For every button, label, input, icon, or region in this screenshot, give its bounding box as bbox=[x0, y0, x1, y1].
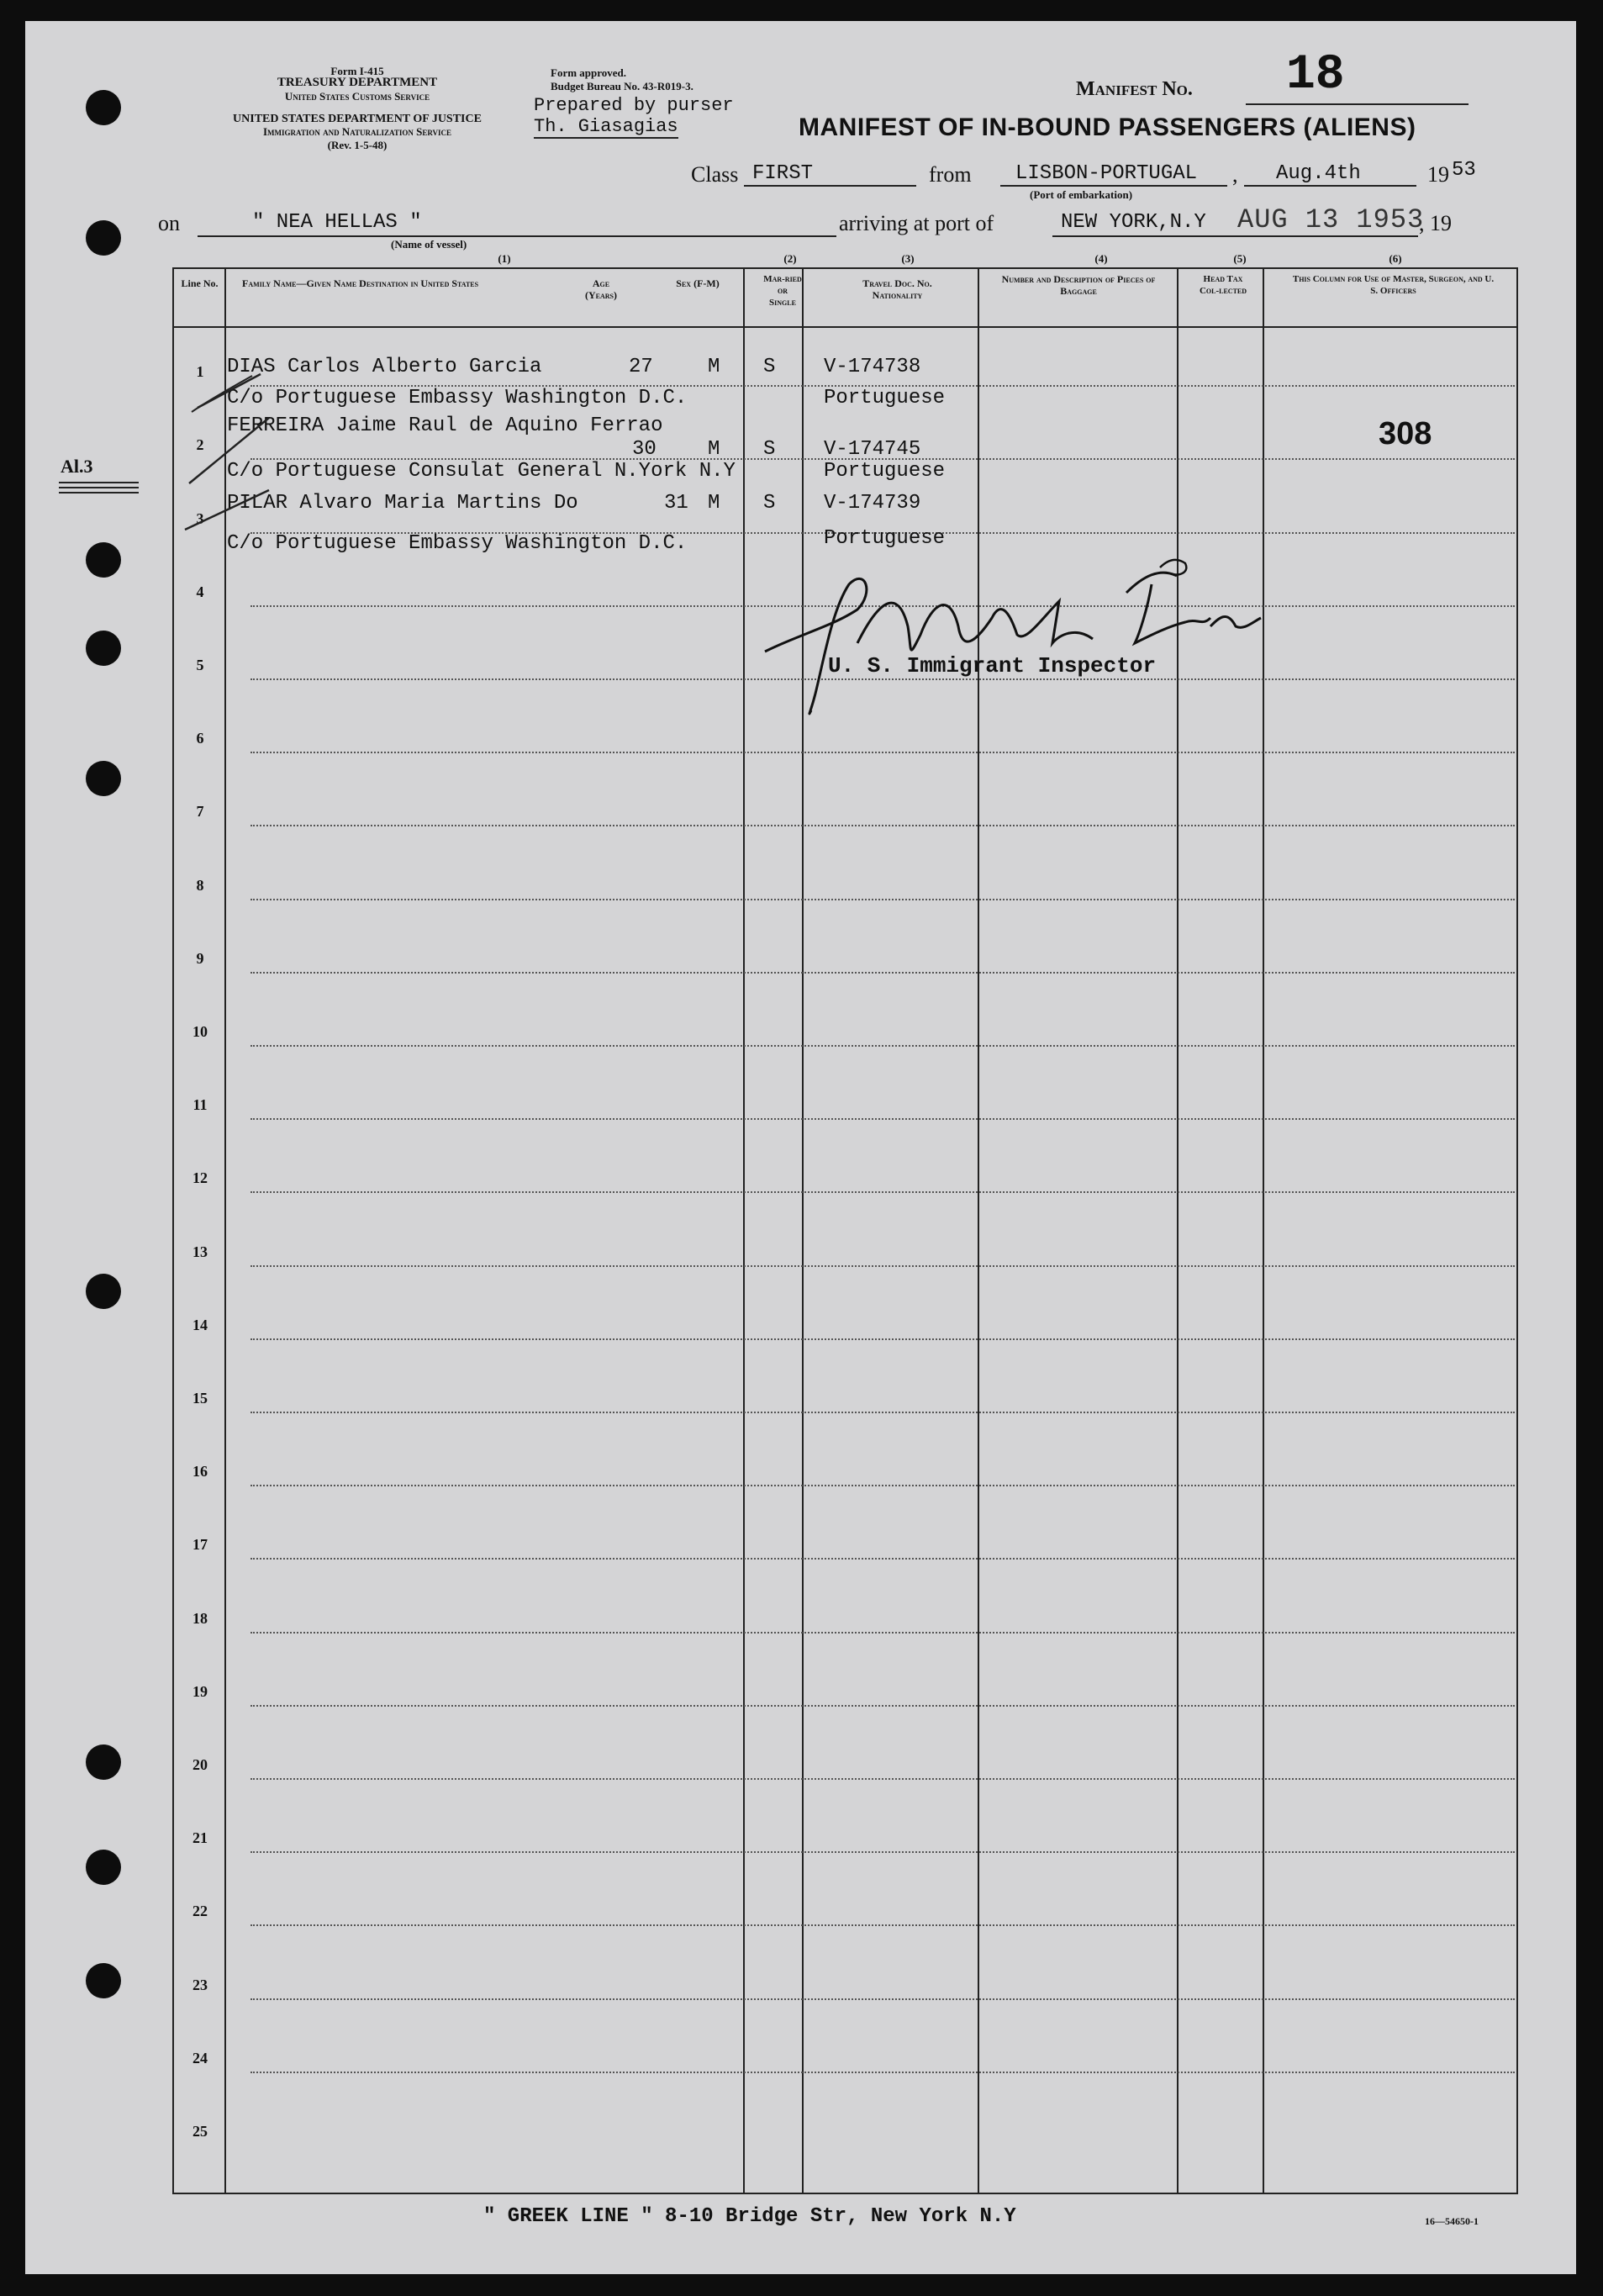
print-code: 16—54650-1 bbox=[1425, 2215, 1479, 2227]
passenger-2-destination: C/o Portuguese Consulat General N.York N.Y bbox=[227, 460, 736, 483]
passenger-3-name: PILAR Alvaro Maria Martins Do bbox=[227, 492, 578, 515]
line-number: 8 bbox=[196, 876, 204, 894]
row-rule bbox=[250, 1998, 1515, 2000]
purser-name: Th. Giasagias bbox=[534, 116, 678, 137]
line-number: 3 bbox=[196, 509, 204, 527]
binder-hole bbox=[86, 1744, 121, 1780]
line-number: 11 bbox=[192, 1096, 208, 1114]
shipping-agent: " GREEK LINE " 8-10 Bridge Str, New York N.Y bbox=[483, 2205, 1016, 2228]
manifest-no-value: 18 bbox=[1286, 48, 1345, 103]
header-married: Mar-ried or Single bbox=[763, 274, 802, 308]
passenger-3-status: S bbox=[763, 492, 776, 515]
row-rule bbox=[250, 2072, 1515, 2073]
binder-hole bbox=[86, 1274, 121, 1309]
vessel-name: " NEA HELLAS " bbox=[252, 211, 422, 234]
passenger-2-sex: M bbox=[708, 438, 720, 461]
ins-service: Immigration and Naturalization Service bbox=[262, 125, 452, 138]
row-rule bbox=[250, 825, 1515, 826]
col-number-1: (1) bbox=[498, 252, 511, 265]
treasury-dept: TREASURY DEPARTMENT bbox=[277, 76, 438, 89]
margin-note-rule bbox=[59, 487, 139, 488]
line-number: 25 bbox=[192, 2123, 208, 2140]
header-baggage: Number and Description of Pieces of Baggage bbox=[1001, 273, 1156, 297]
class-underline bbox=[744, 185, 916, 187]
col-number-4: (4) bbox=[1094, 252, 1108, 265]
inspector-signature bbox=[740, 542, 1379, 727]
justice-dept: UNITED STATES DEPARTMENT OF JUSTICE bbox=[233, 113, 482, 125]
passenger-2-age: 30 bbox=[632, 438, 656, 461]
passenger-3-sex: M bbox=[708, 492, 720, 515]
revision: (Rev. 1-5-48) bbox=[327, 139, 388, 151]
binder-hole bbox=[86, 90, 121, 125]
vessel-label: (Name of vessel) bbox=[391, 238, 467, 251]
header-line-no: Line No. bbox=[181, 277, 219, 289]
from-label: from bbox=[929, 162, 972, 187]
passenger-1-age: 27 bbox=[629, 356, 653, 378]
line-number: 1 bbox=[196, 363, 204, 381]
from-underline bbox=[1000, 185, 1227, 187]
line-number: 4 bbox=[196, 583, 204, 600]
passenger-2-nationality: Portuguese bbox=[824, 460, 946, 483]
header-officers: This Column for Use of Master, Surgeon, and U. S. Officers bbox=[1292, 274, 1495, 296]
col-number-2: (2) bbox=[783, 252, 797, 265]
line-number: 19 bbox=[192, 1682, 208, 1700]
binder-hole bbox=[86, 220, 121, 256]
passenger-3-age: 31 bbox=[664, 492, 688, 515]
binder-hole bbox=[86, 761, 121, 796]
line-number: 23 bbox=[192, 1976, 208, 1993]
manifest-no-line bbox=[1246, 103, 1469, 105]
date-underline bbox=[1244, 185, 1416, 187]
row-rule bbox=[250, 1412, 1515, 1413]
row-rule bbox=[250, 1632, 1515, 1634]
line-number: 17 bbox=[192, 1536, 208, 1554]
col-number-5: (5) bbox=[1233, 252, 1247, 265]
customs-service: United States Customs Service bbox=[284, 90, 430, 103]
manifest-page bbox=[25, 21, 1576, 2274]
row-rule bbox=[250, 1778, 1515, 1780]
row-rule bbox=[250, 1265, 1515, 1267]
passenger-1-destination: C/o Portuguese Embassy Washington D.C. bbox=[227, 387, 688, 409]
class-value: FIRST bbox=[752, 162, 814, 185]
year-suffix: 53 bbox=[1452, 159, 1476, 182]
row-rule bbox=[250, 972, 1515, 974]
row-rule bbox=[250, 1338, 1515, 1340]
form-approved: Form approved. bbox=[551, 66, 627, 79]
inspector-title: U. S. Immigrant Inspector bbox=[828, 653, 1157, 678]
line-number: 7 bbox=[196, 803, 204, 821]
binder-hole bbox=[86, 1850, 121, 1885]
arrival-port: NEW YORK,N.Y bbox=[1061, 211, 1206, 234]
row-rule bbox=[250, 1924, 1515, 1926]
year-label: , 19 bbox=[1419, 211, 1452, 235]
passenger-2-status: S bbox=[763, 438, 776, 461]
binder-hole bbox=[86, 542, 121, 578]
passenger-1-status: S bbox=[763, 356, 776, 378]
manifest-no-label: Manifest No. bbox=[1076, 78, 1193, 100]
check-marks bbox=[160, 357, 303, 567]
class-label: Class bbox=[691, 162, 739, 187]
arriving-label: arriving at port of bbox=[839, 211, 994, 235]
binder-hole bbox=[86, 1963, 121, 1998]
header-bottom-rule bbox=[172, 326, 1516, 328]
margin-note-rule bbox=[59, 482, 139, 483]
col-number-3: (3) bbox=[901, 252, 915, 265]
row-rule bbox=[250, 1705, 1515, 1707]
col-number-6: (6) bbox=[1389, 252, 1402, 265]
line-number: 6 bbox=[196, 730, 204, 747]
manifest-title: MANIFEST OF IN-BOUND PASSENGERS (ALIENS) bbox=[799, 113, 1416, 141]
passenger-2-name: FERREIRA Jaime Raul de Aquino Ferrao bbox=[227, 414, 663, 437]
departure-date: Aug.4th bbox=[1276, 162, 1361, 185]
passenger-1-nationality: Portuguese bbox=[824, 387, 946, 409]
form-number: Form I-415 bbox=[330, 65, 384, 77]
line-number: 2 bbox=[196, 436, 204, 454]
header-age: Age (Years) bbox=[585, 277, 617, 301]
header-head-tax: Head Tax Col-lected bbox=[1199, 274, 1247, 296]
line-number: 12 bbox=[192, 1169, 208, 1187]
row-rule bbox=[250, 1851, 1515, 1853]
arrival-underline bbox=[1052, 235, 1418, 237]
row-rule bbox=[250, 1558, 1515, 1560]
row-rule bbox=[250, 899, 1515, 900]
row-rule bbox=[250, 752, 1515, 753]
line-number: 16 bbox=[192, 1463, 208, 1481]
prepared-by: Prepared by purser bbox=[534, 95, 734, 116]
comma: , bbox=[1232, 162, 1238, 187]
passenger-3-destination: C/o Portuguese Embassy Washington D.C. bbox=[227, 532, 688, 555]
header-sex: Sex (F-M) bbox=[676, 277, 720, 289]
passenger-3-nationality: Portuguese bbox=[824, 527, 946, 550]
year-prefix: 19 bbox=[1427, 162, 1449, 187]
margin-note-rule bbox=[59, 492, 139, 494]
on-label: on bbox=[158, 211, 180, 235]
budget-bureau: Budget Bureau No. 43-R019-3. bbox=[551, 80, 693, 92]
row-rule bbox=[250, 1045, 1515, 1047]
row-rule bbox=[250, 1191, 1515, 1193]
line-number: 10 bbox=[192, 1023, 208, 1040]
from-value: LISBON-PORTUGAL bbox=[1015, 162, 1198, 185]
vessel-underline bbox=[198, 235, 836, 237]
passenger-1-doc: V-174738 bbox=[824, 356, 921, 378]
line-number: 5 bbox=[196, 657, 204, 673]
line-number: 24 bbox=[192, 2049, 208, 2066]
line-number: 22 bbox=[192, 1903, 208, 1920]
line-number: 9 bbox=[196, 949, 204, 967]
header-travel-doc: Travel Doc. No. Nationality bbox=[862, 277, 932, 301]
line-number: 15 bbox=[192, 1390, 208, 1407]
port-embark-label: (Port of embarkation) bbox=[1030, 188, 1133, 201]
line-number: 21 bbox=[192, 1829, 208, 1847]
line-number: 14 bbox=[192, 1316, 208, 1333]
margin-note: Al.3 bbox=[61, 456, 93, 477]
row-rule bbox=[250, 1485, 1515, 1486]
binder-hole bbox=[86, 631, 121, 666]
passenger-1-name: DIAS Carlos Alberto Garcia bbox=[227, 356, 542, 378]
arrival-stamp-date: AUG 13 1953 bbox=[1237, 204, 1425, 235]
header-name: Family Name—Given Name Destination in United States bbox=[242, 277, 479, 289]
row-rule bbox=[250, 1118, 1515, 1120]
passenger-1-sex: M bbox=[708, 356, 720, 378]
passenger-3-doc: V-174739 bbox=[824, 492, 921, 515]
line-number: 20 bbox=[192, 1756, 208, 1773]
line-number: 13 bbox=[192, 1243, 208, 1260]
passenger-2-doc: V-174745 bbox=[824, 438, 921, 461]
line-number: 18 bbox=[192, 1609, 208, 1627]
officer-number: 308 bbox=[1379, 416, 1432, 451]
